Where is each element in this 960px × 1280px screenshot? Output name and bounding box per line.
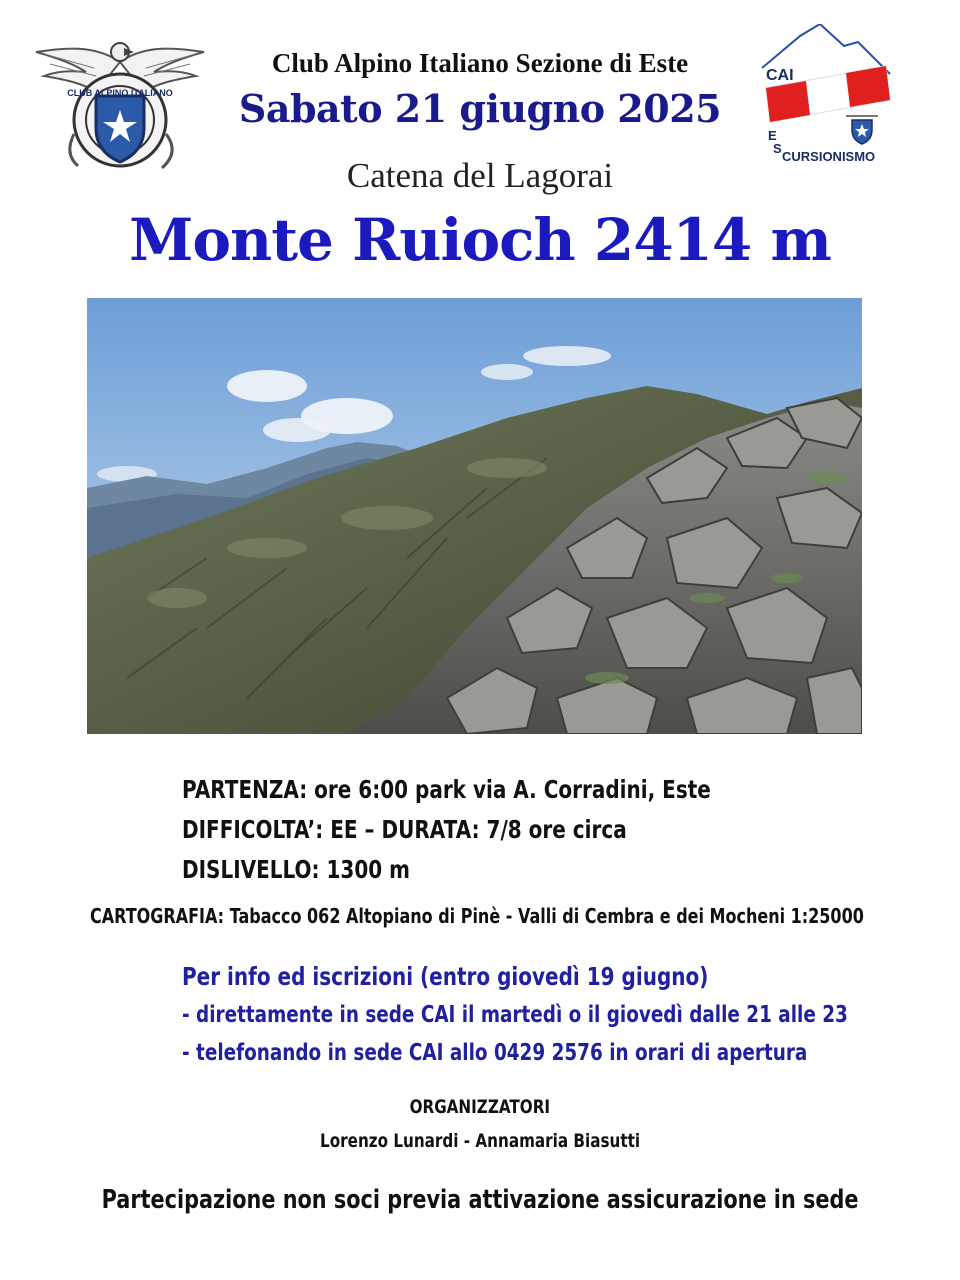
durata-value: 7/8 ore circa	[479, 815, 627, 844]
cartografia-line	[90, 904, 864, 928]
info-item: - telefonando in sede CAI allo 0429 2576 in orari di apertura	[182, 1040, 808, 1066]
partenza-label: PARTENZA:	[182, 775, 308, 804]
partenza-value: ore 6:00 park via A. Corradini, Este	[307, 775, 711, 804]
difficolta-label: DIFFICOLTA’:	[182, 815, 324, 844]
organizers-names: Lorenzo Lunardi - Annamaria Biasutti	[319, 1130, 641, 1152]
dislivello-label: DISLIVELLO:	[182, 855, 320, 884]
dislivello-line	[182, 850, 711, 890]
info-item: - direttamente in sede CAI il martedì o il giovedì dalle 21 alle 23	[182, 1002, 848, 1028]
escursionismo-cai-text: CAI	[766, 67, 794, 84]
cai-emblem-text: CLUB ALPINO ITALIANO	[67, 88, 173, 98]
peak-title: Monte Ruioch 2414 m	[129, 206, 831, 274]
club-name: Club Alpino Italiano Sezione di Este	[271, 48, 689, 78]
difficolta-line	[182, 810, 711, 850]
cartografia-value: Tabacco 062 Altopiano di Pinè - Valli di Cembra e dei Mocheni 1:25000	[224, 904, 864, 928]
organizers-title: ORGANIZZATORI	[409, 1096, 551, 1118]
footer-note-wrap	[0, 1184, 960, 1215]
escursionismo-e-letter: E	[768, 128, 777, 143]
footer-note: Partecipazione non soci previa attivazione assicurazione in sede	[101, 1185, 859, 1215]
partenza-line	[182, 770, 711, 810]
info-heading: Per info ed iscrizioni (entro giovedì 19 giugno)	[182, 962, 709, 991]
escursionismo-s-letter: S	[773, 141, 782, 156]
organizers-title-wrap	[0, 1096, 960, 1119]
organizers-names-wrap	[0, 1130, 960, 1153]
dislivello-value: 1300 m	[319, 855, 410, 884]
mountain-range: Catena del Lagorai	[346, 156, 614, 195]
escursionismo-wordmark: CURSIONISMO	[782, 149, 876, 164]
durata-label: DURATA:	[381, 815, 480, 844]
mountain-photo	[87, 298, 862, 734]
difficolta-value: EE –	[323, 815, 382, 844]
event-date: Sabato 21 giugno 2025	[238, 86, 722, 131]
cartografia-label: CARTOGRAFIA:	[90, 904, 225, 928]
trip-details	[182, 770, 711, 890]
mountain-ridge-photo-icon	[87, 298, 862, 734]
info-block	[182, 958, 848, 1072]
